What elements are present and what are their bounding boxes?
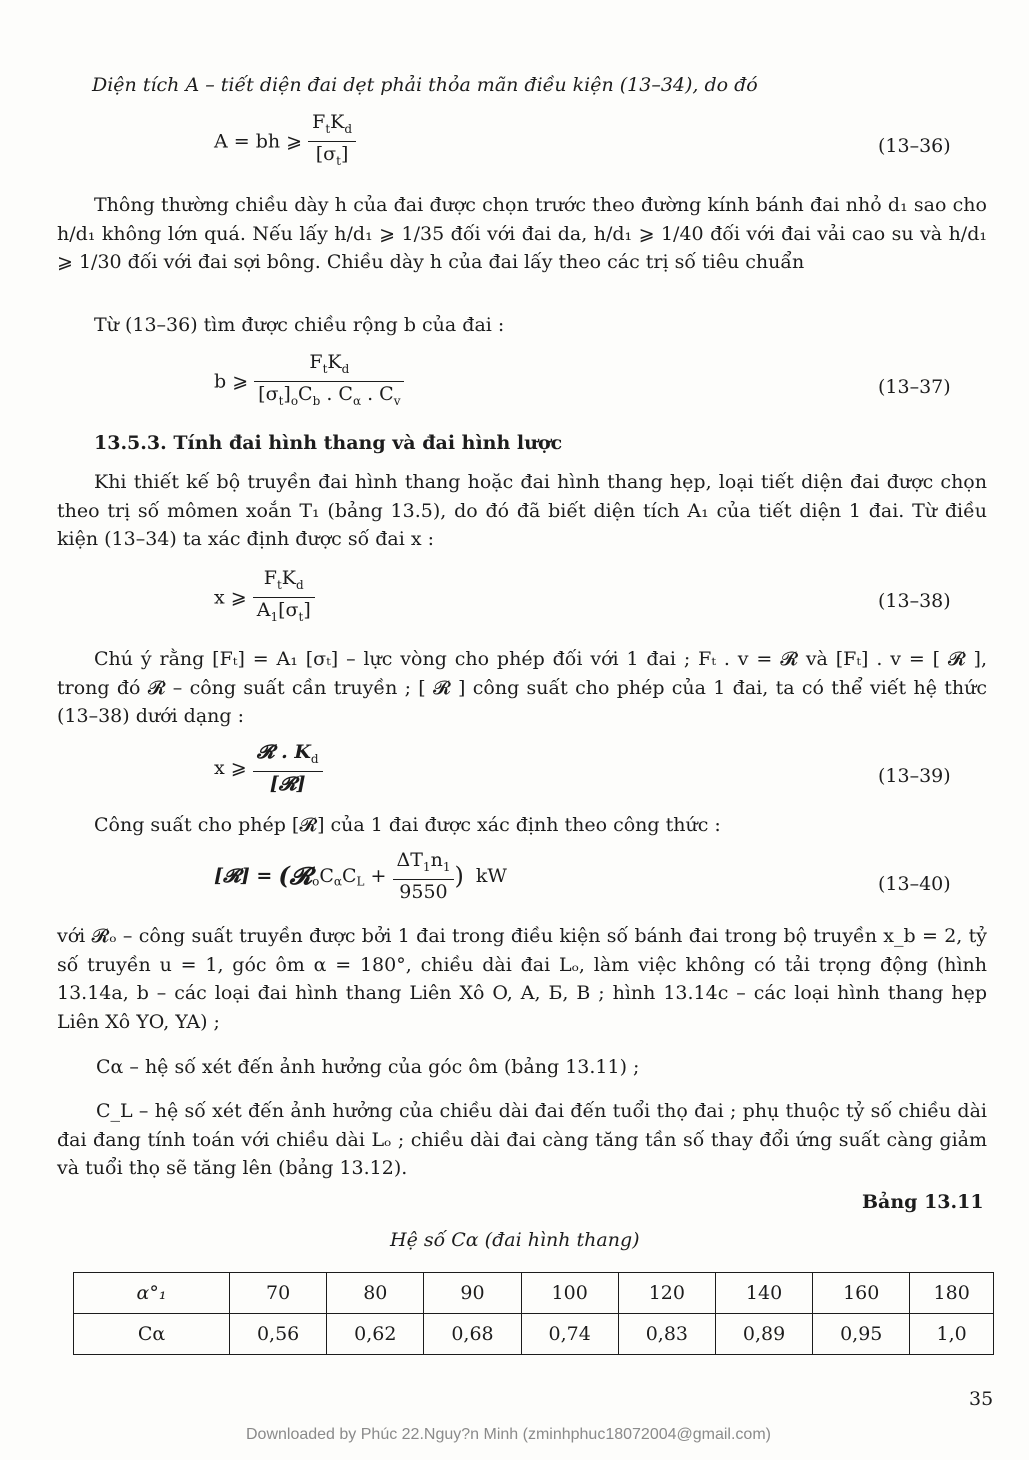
paragraph-vbelt: Khi thiết kế bộ truyền đai hình thang hoặc đai hình thang hẹp, loại tiết diện đai được chọn theo trị số mômen xoắn T₁ (bảng 13.5), do đó đã biết diện tích A₁ của tiết diện 1 đai. Từ điều kiện (13–34) ta xác định được số đai x :	[57, 471, 987, 550]
table-cell: 0,62	[327, 1314, 424, 1355]
download-footer: Downloaded by Phúc 22.Nguy?n Minh (zminhphuc18072004@gmail.com)	[246, 1426, 771, 1443]
eq-fraction: $\frac{\Delta T_1n_1}{9550}$	[393, 848, 455, 904]
paragraph-width: Từ (13–36) tìm được chiều rộng b của đai :	[94, 314, 505, 336]
paragraph-thickness: Thông thường chiều dày h của đai được chọn trước theo đường kính bánh đai nhỏ d₁ sao cho h/d₁ không lớn quá. Nếu lấy h/d₁ ⩾ 1/35 đối với đai da, h/d₁ ⩾ 1/40 đối với đai vải cao su và h/d₁ ⩾ 1/30 đối với đai sợi bông. Chiều dày h của đai lấy theo các trị số tiêu chuẩn	[57, 194, 987, 273]
equation-13-39: x ⩾ $\frac{𝓡 . K_d}{\text{[𝓡]}}$	[214, 740, 323, 796]
table-cell: 0,68	[424, 1314, 521, 1355]
table-cell: 0,83	[618, 1314, 715, 1355]
table-label: Bảng 13.11	[862, 1191, 984, 1213]
table-cell: 0,95	[813, 1314, 910, 1355]
table-cell: 0,74	[521, 1314, 618, 1355]
table-header-cell: α°₁	[74, 1273, 230, 1314]
table-cell: 0,89	[715, 1314, 812, 1355]
table-cell: 140	[715, 1273, 812, 1314]
table-row	[74, 1314, 994, 1355]
paragraph-power: Công suất cho phép [𝓡] của 1 đai được xác định theo công thức :	[94, 814, 721, 836]
eq-fraction: $\frac{𝓡 . K_d}{\text{[𝓡]}}$	[253, 740, 323, 796]
eq-fraction: $\frac{F_tK_d}{[\sigma_t]}$	[308, 110, 356, 173]
paragraph-c-alpha: Cα – hệ số xét đến ảnh hưởng của góc ôm (bảng 13.11) ;	[96, 1056, 640, 1078]
eq-lhs: A = bh ⩾	[214, 130, 303, 153]
section-heading: 13.5.3. Tính đai hình thang và đai hình lược	[94, 432, 563, 454]
table-cell: 70	[230, 1273, 327, 1314]
page-number: 35	[969, 1388, 994, 1410]
table-cell: 120	[618, 1273, 715, 1314]
paragraph-c-l: C_L – hệ số xét đến ảnh hưởng của chiều dài đai đến tuổi thọ đai ; phụ thuộc tỷ số chiều dài đai đang tính toán với chiều dài Lₒ ; chiều dài đai càng tăng tần số thay đổi ứng suất càng giảm và tuổi thọ sẽ tăng lên (bảng 13.12).	[57, 1100, 987, 1179]
equation-13-36	[214, 110, 356, 173]
equation-13-37: b ⩾ $\frac{F_tK_d}{[\sigma_t]_oC_b . C_\alpha . C_v}$	[214, 350, 404, 413]
eq-fraction: $\frac{F_tK_d}{[\sigma_t]_oC_b . C_\alpha . C_v}$	[254, 350, 404, 413]
table-cell: 1,0	[910, 1314, 994, 1355]
eq-fraction: $\frac{F_tK_d}{A_1[\sigma_t]}$	[253, 566, 315, 629]
equation-number: (13–40)	[878, 873, 951, 895]
equation-number: (13–37)	[878, 376, 951, 398]
table-cell: 0,56	[230, 1314, 327, 1355]
paragraph-definitions: với 𝓡ₒ – công suất truyền được bởi 1 đai trong điều kiện số bánh đai trong bộ truyền x_b = 2, tỷ số truyền u = 1, góc ôm α = 180°, chiều dài đai Lₒ, làm việc không có tải trọng động (hình 13.14a, b – các loại đai hình thang Liên Xô O, A, Б, B ; hình 13.14c – các loại hình thang hẹp Liên Xô YO, YA) ;	[57, 925, 987, 1033]
equation-number: (13–39)	[878, 765, 951, 787]
equation-13-40: [𝓡] = ($𝓡_oC_\alpha C_L$ + $\frac{\Delta T_1n_1}{9550}$ ) kW	[214, 849, 507, 903]
table-cell: 80	[327, 1273, 424, 1314]
table-header-cell: Cα	[74, 1314, 230, 1355]
table-cell: 100	[521, 1273, 618, 1314]
table-row	[74, 1273, 994, 1314]
intro-line: Diện tích A – tiết diện đai dẹt phải thỏa mãn điều kiện (13–34), do đó	[92, 74, 758, 96]
table-cell: 160	[813, 1273, 910, 1314]
table-cell: 180	[910, 1273, 994, 1314]
coefficient-table	[73, 1272, 994, 1355]
equation-13-38: x ⩾ $\frac{F_tK_d}{A_1[\sigma_t]}$	[214, 566, 315, 629]
table-caption: Hệ số Cα (đai hình thang)	[390, 1229, 640, 1251]
equation-number: (13–36)	[878, 135, 951, 157]
paragraph-allowable-force: Chú ý rằng [Fₜ] = A₁ [σₜ] – lực vòng cho phép đối với 1 đai ; Fₜ . v = 𝓡 và [Fₜ] . v = [ 𝓡 ], trong đó 𝓡 – công suất cần truyền ; [ 𝓡 ] công suất cho phép của 1 đai, ta có thể viết hệ thức (13–38) dưới dạng :	[57, 648, 987, 727]
equation-number: (13–38)	[878, 590, 951, 612]
table-cell: 90	[424, 1273, 521, 1314]
